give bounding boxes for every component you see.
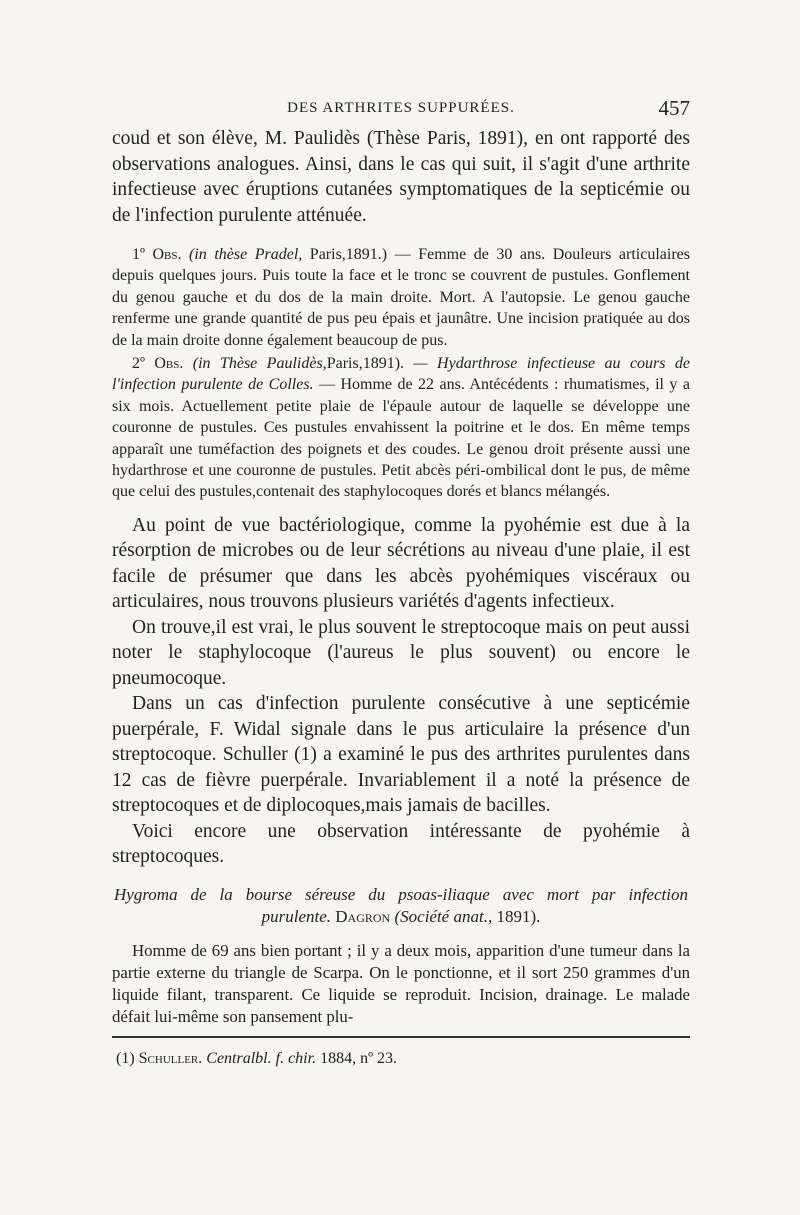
obs2-source: (in Thèse Paulidès, — [192, 355, 327, 373]
obs1-text: — Femme de 30 ans. Douleurs articulaires depuis quelques jours. Puis toute la face et le tronc se couvrent de pustules. Gonflement du genou gauche et du dos de la main droite. Mort. A l'autopsie. Le genou gauche renferme une grande quantité de pus peu épais et jaunâtre. Une incision pratiquée au dos de la main droite donne également beaucoup de pus. — [112, 246, 690, 349]
footnote-mark: (1) — [116, 1049, 139, 1067]
heading-source: (Société anat., — [394, 906, 493, 926]
final-paragraph: Homme de 69 ans bien portant ; il y a deux mois, apparition d'une tumeur dans la partie externe du triangle de Scarpa. On le ponctionne, et il sort 250 grammes d'un liquide filant, transparent. Ce liquide se reproduit. Incision, drainage. Le malade défait lui-même son pansement plu- — [112, 940, 690, 1026]
body-paragraph: Voici encore une observation intéressante de pyohémie à streptocoques. — [112, 820, 690, 868]
heading-year: 1891). — [492, 906, 541, 926]
heading-line-1: Hygroma de la bourse séreuse du psoas-iliaque avec mort par infection — [114, 884, 688, 904]
obs2-title: — Hydarthrose infectieuse au cours de l'infection purulente de Colles. — [112, 355, 691, 394]
heading-author: Dagron — [331, 906, 395, 926]
obs2-text: — Homme de 22 ans. Antécédents : rhumatismes, il y a six mois. Actuellement petite plaie de l'épaule autour de laquelle se développe une couronne de pustules. Ces pustules envahissent la poitrine et le dos. En même temps apparaît une tuméfaction des poignets et des coudes. Le genou droit présente aussi une hydarthrose et une couronne de pustules. Petit abcès péri-ombilical dont le pus, de même que celui des pustules,contenait des staphylocoques dorés et blancs mélangés. — [112, 376, 690, 501]
footnote-ref: 1884, nº 23. — [316, 1049, 398, 1067]
intro-paragraph: coud et son élève, M. Paulidès (Thèse Paris, 1891), en ont rapporté des observations analogues. Ainsi, dans le cas qui suit, il s'agit d'une arthrite infectieuse avec éruptions cutanées symptomatiques de la septicémie ou de l'infection purulente atténuée. — [112, 128, 690, 226]
observation-1 — [112, 244, 690, 351]
running-title: DES ARTHRITES SUPPURÉES. — [287, 100, 515, 116]
body-paragraph: Au point de vue bactériologique, comme la pyohémie est due à la résorption de microbes ou de leur sécrétions au niveau d'une plaie, il est facile de présumer que dans les abcès pyohémiques viscéraux ou articulaires, nous trouvons plusieurs variétés d'agents infectieux. — [112, 514, 690, 613]
obs1-source: (in thèse Pradel, — [189, 246, 303, 263]
body-paragraph: Dans un cas d'infection purulente consécutive à une septicémie puerpérale, F. Widal signale dans le pus articulaire la présence d'un streptocoque. Schuller (1) a examiné le pus des arthrites purulentes dans 12 cas de fièvre puerpérale. Invariablement il a noté la présence de streptocoques et de diplocoques,mais jamais de bacilles. — [112, 693, 690, 817]
footnote-rule — [112, 1036, 690, 1038]
book-page — [112, 96, 690, 1068]
footnote-journal: Centralbl. f. chir. — [202, 1049, 317, 1067]
obs2-label: 2º Obs. — [132, 355, 184, 373]
page-number: 457 — [658, 96, 690, 120]
running-header — [112, 96, 690, 122]
footnote-author: Schuller. — [138, 1049, 203, 1067]
heading-line-2: purulente. — [261, 906, 332, 926]
obs2-source-rest: Paris,1891). — [326, 355, 405, 373]
body-paragraph: On trouve,il est vrai, le plus souvent le streptocoque mais on peut aussi noter le staphylocoque (l'aureus le plus souvent) ou encore le pneumocoque. — [112, 616, 690, 689]
obs1-source-rest: Paris,1891.) — [302, 246, 388, 263]
footnote — [112, 1050, 690, 1068]
observation-2 — [112, 353, 690, 503]
observation-heading — [112, 884, 690, 928]
obs1-label: 1º Obs. — [132, 246, 182, 263]
